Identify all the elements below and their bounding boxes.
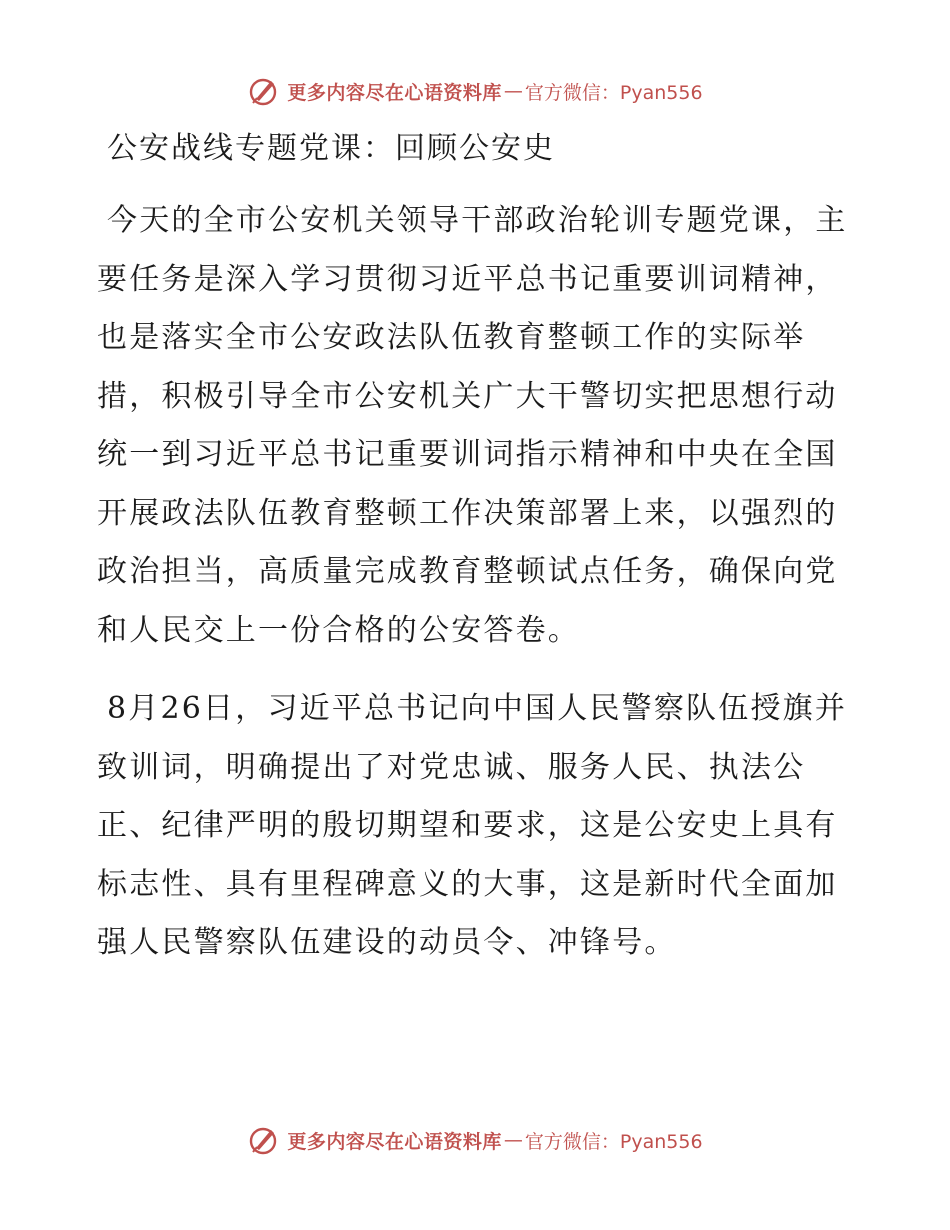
quill-logo-icon [247,1124,279,1156]
watermark-dash: — [503,80,523,102]
watermark-contact-text: 官方微信：Pyan556 [524,1130,703,1153]
watermark-footer [0,1120,950,1160]
watermark-brand-text: 更多内容尽在心语资料库 [287,81,502,104]
watermark-dash: — [503,1129,523,1151]
watermark-contact-text: 官方微信：Pyan556 [524,81,703,104]
paragraph-1-text: 今天的全市公安机关领导干部政治轮训专题党课，主要任务是深入学习贯彻习近平总书记重要训词精神，也是落实全市公安政法队伍教育整顿工作的实际举措，积极引导全市公安机关广大干警切实把思想行动统一到习近平总书记重要训词指示精神和中央在全国开展政法队伍教育整顿工作决策部署上来，以强烈的政治担当，高质量完成教育整顿试点任务，确保向党和人民交上一份合格的公安答卷。 [97,203,848,648]
document-title: 公安战线专题党课：回顾公安史 [107,131,555,166]
paragraph-1 [97,192,857,660]
watermark-brand-text: 更多内容尽在心语资料库 [287,1130,502,1153]
quill-logo-icon [247,75,279,107]
paragraph-2-text: 8月26日，习近平总书记向中国人民警察队伍授旗并致训词，明确提出了对党忠诚、服务人民、执法公正、纪律严明的殷切期望和要求，这是公安史上具有标志性、具有里程碑意义的大事，这是新时代全面加强人民警察队伍建设的动员令、冲锋号。 [97,691,848,960]
paragraph-2 [97,680,857,973]
watermark-header [0,71,950,111]
document-body [97,120,857,973]
